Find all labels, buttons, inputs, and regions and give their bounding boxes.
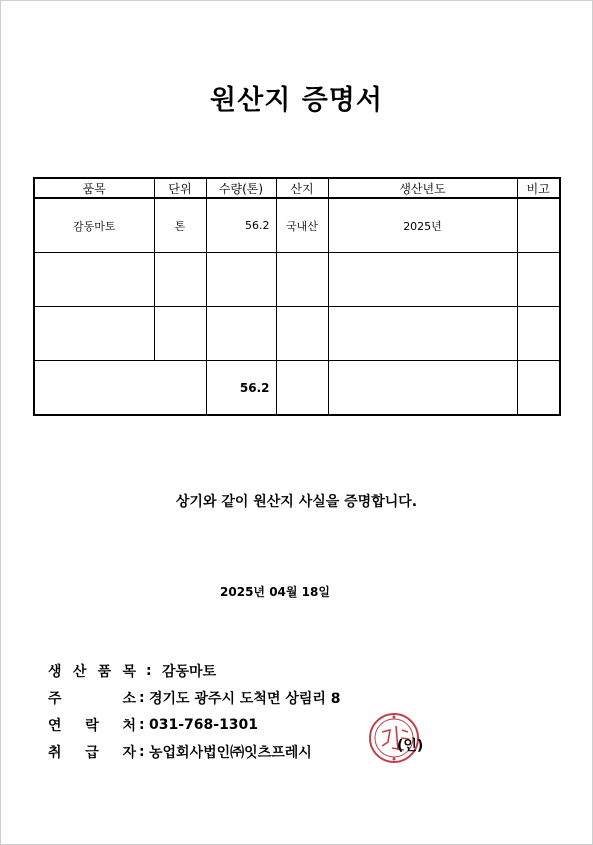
cell-origin: 국내산	[276, 198, 328, 253]
issue-date: 2025년 04월 18일	[220, 585, 330, 599]
origin-table	[33, 177, 561, 416]
table-total-row	[34, 361, 560, 416]
cell-unit: 톤	[154, 198, 206, 253]
header-year: 생산년도	[328, 178, 517, 198]
table-header-row	[34, 178, 560, 198]
table-row	[34, 198, 560, 253]
cell-item: 감동마토	[34, 198, 154, 253]
cell-note	[517, 307, 560, 361]
label-char: 급	[85, 744, 99, 761]
handler-value: 농업회사법인㈜잇츠프레시	[149, 744, 312, 761]
header-item: 품목	[34, 178, 154, 198]
cell-qty: 56.2	[206, 198, 276, 253]
header-unit: 단위	[154, 178, 206, 198]
table-row	[34, 253, 560, 307]
address-value: 경기도 광주시 도척면 상림리 8	[149, 690, 341, 707]
label-char: 취	[48, 744, 62, 761]
info-row-handler	[48, 738, 341, 765]
header-origin: 산지	[276, 178, 328, 198]
label-char: 소	[122, 690, 136, 707]
total-qty: 56.2	[206, 361, 276, 416]
separator: :	[139, 716, 145, 733]
label-char: 품	[97, 663, 112, 680]
cell-year	[328, 307, 517, 361]
cell-unit	[154, 253, 206, 307]
page-title: 원산지 증명서	[210, 85, 383, 116]
certification-statement: 상기와 같이 원산지 사실을 증명합니다.	[175, 494, 418, 510]
cell-unit	[154, 307, 206, 361]
label-char: 목	[122, 663, 136, 680]
seal-mark: (인)	[397, 738, 424, 754]
total-origin-cell	[276, 361, 328, 416]
label-char: 락	[85, 717, 99, 734]
cell-item	[34, 253, 154, 307]
header-qty: 수량(톤)	[206, 178, 276, 198]
cell-note	[517, 198, 560, 253]
separator: :	[146, 662, 152, 679]
label-char: 산	[72, 663, 87, 680]
contact-label	[48, 715, 136, 735]
cell-origin	[276, 253, 328, 307]
header-note: 비고	[517, 178, 560, 198]
address-label	[48, 688, 136, 708]
label-char: 자	[122, 744, 136, 761]
cell-qty	[206, 307, 276, 361]
info-row-contact	[48, 711, 341, 738]
issuer-info	[48, 657, 341, 765]
total-year-cell	[328, 361, 517, 416]
product-label	[48, 661, 136, 681]
separator: :	[139, 743, 145, 760]
cell-year: 2025년	[328, 198, 517, 253]
cell-qty	[206, 253, 276, 307]
cell-year	[328, 253, 517, 307]
label-char: 주	[48, 690, 62, 707]
info-row-address	[48, 684, 341, 711]
separator: :	[139, 689, 145, 706]
table-row	[34, 307, 560, 361]
cell-origin	[276, 307, 328, 361]
contact-value: 031-768-1301	[149, 716, 259, 733]
label-char: 처	[122, 717, 136, 734]
label-char: 연	[48, 717, 62, 734]
cell-item	[34, 307, 154, 361]
handler-label	[48, 742, 136, 762]
product-value: 감동마토	[162, 663, 217, 680]
info-row-product	[48, 657, 341, 684]
total-note-cell	[517, 361, 560, 416]
total-label-cell	[34, 361, 206, 416]
cell-note	[517, 253, 560, 307]
label-char: 생	[48, 663, 62, 680]
